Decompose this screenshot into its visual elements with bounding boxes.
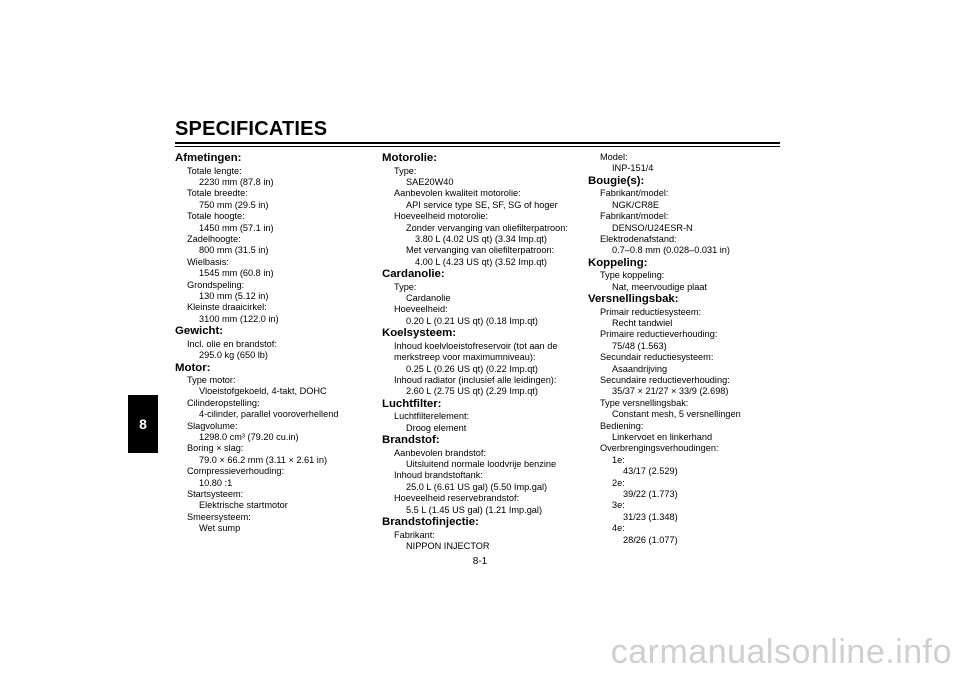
spec-label: Type motor: bbox=[187, 375, 236, 385]
spec-label: Aanbevolen brandstof: bbox=[394, 447, 486, 458]
section-heading: Luchtfilter: bbox=[382, 397, 442, 410]
spec-label: Primaire reductieverhouding: bbox=[600, 329, 718, 340]
spec-label: Inhoud brandstoftank: bbox=[394, 470, 483, 481]
spec-value: 0.20 L (0.21 US qt) (0.18 Imp.qt) bbox=[406, 315, 538, 326]
spec-value: 35/37 × 21/27 × 33/9 (2.698) bbox=[612, 386, 729, 397]
spec-label: Hoeveelheid: bbox=[394, 304, 448, 315]
spec-label: Type versnellingsbak: bbox=[600, 397, 689, 408]
spec-label: Aanbevolen kwaliteit motorolie: bbox=[394, 188, 521, 199]
section-heading: Motor: bbox=[175, 361, 211, 374]
spec-value: Zonder vervanging van oliefilterpatroon: bbox=[406, 222, 568, 233]
spec-value: 1545 mm (60.8 in) bbox=[199, 268, 274, 279]
spec-label: Inhoud koelvloeistofreservoir (tot aan de bbox=[394, 340, 558, 351]
spec-label: Overbrengingsverhoudingen: bbox=[600, 443, 719, 454]
spec-label: Kleinste draaicirkel: bbox=[187, 302, 267, 313]
spec-label: Zadelhoogte: bbox=[187, 233, 241, 244]
spec-value: Constant mesh, 5 versnellingen bbox=[612, 409, 741, 420]
spec-value: 2.60 L (2.75 US qt) (2.29 Imp.qt) bbox=[406, 386, 538, 397]
section-heading: Koppeling: bbox=[588, 256, 648, 269]
spec-label: Type: bbox=[394, 281, 417, 292]
spec-label: Model: bbox=[600, 152, 628, 162]
section-heading: Afmetingen: bbox=[175, 152, 242, 164]
spec-label: Inhoud radiator (inclusief alle leidingen): bbox=[394, 375, 557, 385]
spec-value: DENSO/U24ESR-N bbox=[612, 222, 693, 233]
section-heading: Gewicht: bbox=[175, 325, 224, 338]
spec-label: Secundaire reductieverhouding: bbox=[600, 375, 730, 385]
spec-label: Type koppeling: bbox=[600, 270, 665, 281]
spec-label: Startsysteem: bbox=[187, 489, 244, 500]
spec-label: Cilinderopstelling: bbox=[187, 397, 260, 408]
spec-value: Elektrische startmotor bbox=[199, 500, 288, 511]
spec-label: Compressieverhouding: bbox=[187, 466, 285, 477]
spec-value: Linkervoet en linkerhand bbox=[612, 432, 713, 443]
spec-value: NIPPON INJECTOR bbox=[406, 540, 490, 551]
spec-label: merkstreep voor maximumniveau): bbox=[394, 352, 536, 363]
spec-label: Totale breedte: bbox=[187, 188, 248, 199]
spec-label: Slagvolume: bbox=[187, 420, 238, 431]
spec-label: Hoeveelheid motorolie: bbox=[394, 211, 488, 222]
spec-label: Luchtfilterelement: bbox=[394, 411, 470, 422]
spec-label: Type: bbox=[394, 165, 417, 176]
spec-value: NGK/CR8E bbox=[612, 199, 659, 210]
spec-value: API service type SE, SF, SG of hoger bbox=[406, 199, 558, 210]
spec-value: Uitsluitend normale loodvrije benzine bbox=[406, 459, 557, 470]
spec-value: Droog element bbox=[406, 422, 467, 433]
spec-column-1 bbox=[175, 152, 375, 535]
spec-label: Grondspeling: bbox=[187, 279, 245, 290]
spec-value: 1450 mm (57.1 in) bbox=[199, 222, 274, 233]
spec-value: INP-151/4 bbox=[612, 163, 654, 174]
section-heading: Brandstofinjectie: bbox=[382, 516, 479, 529]
spec-value: Nat, meervoudige plaat bbox=[612, 281, 707, 292]
spec-label: Smeersysteem: bbox=[187, 511, 251, 522]
spec-label: Fabrikant/model: bbox=[600, 188, 669, 199]
spec-value: 4.00 L (4.23 US qt) (3.52 Imp.qt) bbox=[415, 256, 547, 267]
spec-value: 31/23 (1.348) bbox=[623, 511, 678, 522]
spec-value: 2230 mm (87.8 in) bbox=[199, 176, 274, 187]
section-heading: Koelsysteem: bbox=[382, 327, 457, 340]
spec-label: Bediening: bbox=[600, 420, 644, 431]
spec-value: Cardanolie bbox=[406, 293, 451, 304]
title-rule-thin bbox=[175, 146, 780, 147]
section-heading: Bougie(s): bbox=[588, 174, 645, 187]
spec-value: 800 mm (31.5 in) bbox=[199, 245, 269, 256]
spec-label: Primair reductiesysteem: bbox=[600, 306, 702, 317]
spec-value: 1298.0 cm³ (79.20 cu.in) bbox=[199, 432, 299, 443]
spec-value: 43/17 (2.529) bbox=[623, 466, 678, 477]
spec-value: Met vervanging van oliefilterpatroon: bbox=[406, 245, 555, 256]
spec-value: 5.5 L (1.45 US gal) (1.21 Imp.gal) bbox=[406, 504, 543, 515]
spec-value: 25.0 L (6.61 US gal) (5.50 Imp.gal) bbox=[406, 481, 548, 492]
spec-column-3 bbox=[588, 152, 778, 546]
spec-label: Incl. olie en brandstof: bbox=[187, 338, 277, 349]
spec-column-2 bbox=[382, 152, 592, 552]
spec-label: 2e: bbox=[612, 477, 625, 488]
spec-value: 3.80 L (4.02 US qt) (3.34 Imp.qt) bbox=[415, 233, 547, 244]
spec-label: 4e: bbox=[612, 523, 625, 534]
chapter-tab: 8 bbox=[128, 395, 158, 453]
spec-label: Boring × slag: bbox=[187, 443, 244, 454]
watermark: carmanualsonline.info bbox=[610, 633, 952, 671]
spec-value: 79.0 × 66.2 mm (3.11 × 2.61 in) bbox=[199, 454, 328, 465]
spec-value: 75/48 (1.563) bbox=[612, 340, 667, 351]
spec-value: 295.0 kg (650 lb) bbox=[199, 350, 268, 361]
page-title: SPECIFICATIES bbox=[175, 118, 328, 140]
spec-value: SAE20W40 bbox=[406, 176, 454, 187]
spec-value: Recht tandwiel bbox=[612, 317, 673, 328]
spec-value: 0.7–0.8 mm (0.028–0.031 in) bbox=[612, 245, 730, 256]
spec-label: Elektrodenafstand: bbox=[600, 233, 677, 244]
spec-value: 0.25 L (0.26 US qt) (0.22 Imp.qt) bbox=[406, 363, 538, 374]
section-heading: Versnellingsbak: bbox=[588, 293, 679, 306]
spec-label: Totale lengte: bbox=[187, 165, 242, 176]
spec-value: Wet sump bbox=[199, 523, 241, 534]
spec-value: Vloeistofgekoeld, 4-takt, DOHC bbox=[199, 386, 327, 397]
spec-label: Fabrikant: bbox=[394, 529, 435, 540]
spec-value: 4-cilinder, parallel vooroverhellend bbox=[199, 409, 339, 420]
spec-label: 1e: bbox=[612, 454, 625, 465]
spec-label: 3e: bbox=[612, 500, 625, 511]
spec-value: 39/22 (1.773) bbox=[623, 489, 678, 500]
spec-value: 28/26 (1.077) bbox=[623, 534, 678, 545]
title-rule-thick bbox=[175, 142, 780, 144]
spec-value: 130 mm (5.12 in) bbox=[199, 290, 269, 301]
spec-label: Wielbasis: bbox=[187, 256, 229, 267]
section-heading: Brandstof: bbox=[382, 434, 440, 447]
section-heading: Cardanolie: bbox=[382, 268, 445, 281]
spec-value: 3100 mm (122.0 in) bbox=[199, 313, 279, 324]
spec-value: Asaandrijving bbox=[612, 363, 668, 374]
spec-label: Totale hoogte: bbox=[187, 211, 245, 222]
spec-label: Hoeveelheid reservebrandstof: bbox=[394, 493, 520, 504]
spec-value: 750 mm (29.5 in) bbox=[199, 199, 269, 210]
spec-label: Fabrikant/model: bbox=[600, 211, 669, 222]
page-number: 8-1 bbox=[472, 556, 488, 567]
spec-label: Secundair reductiesysteem: bbox=[600, 352, 714, 363]
section-heading: Motorolie: bbox=[382, 152, 438, 164]
spec-value: 10.80 :1 bbox=[199, 477, 233, 488]
